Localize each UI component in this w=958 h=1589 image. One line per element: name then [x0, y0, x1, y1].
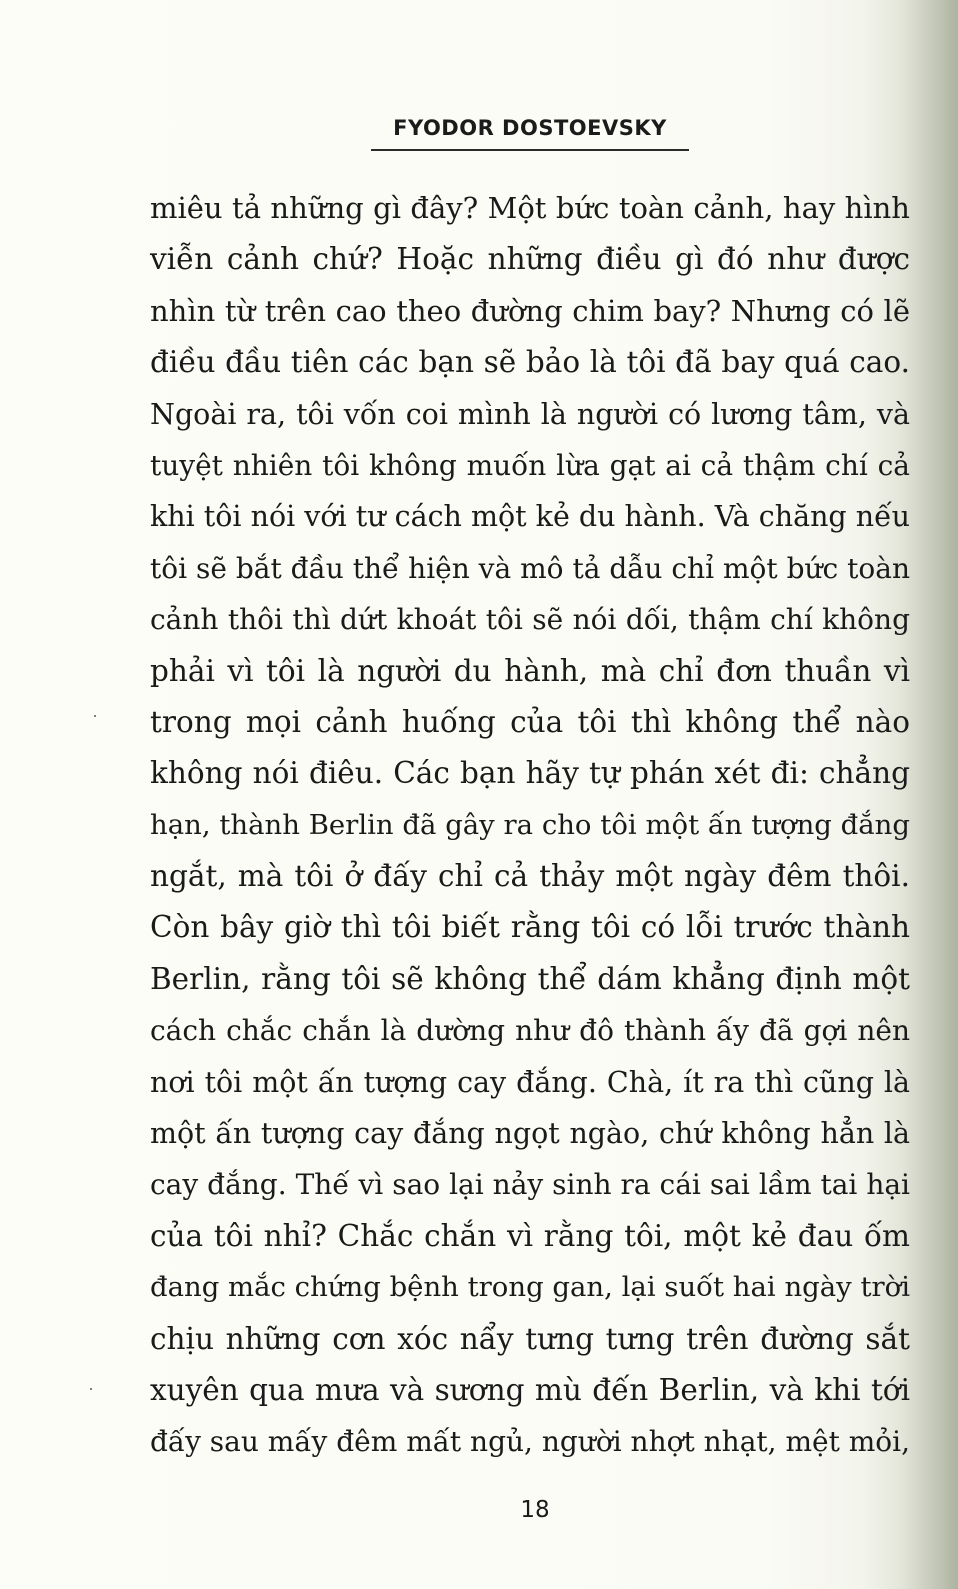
text-line: cảnh thôi thì dứt khoát tôi sẽ nói dối, thậm chí không	[150, 603, 910, 637]
text-line: Ngoài ra, tôi vốn coi mình là người có lương tâm, và	[150, 397, 910, 431]
text-line: tôi sẽ bắt đầu thể hiện và mô tả dẫu chỉ một bức toàn	[150, 551, 910, 585]
text-line: khi tôi nói với tư cách một kẻ du hành. Và chăng nếu	[150, 500, 910, 534]
text-line: không nói điêu. Các bạn hãy tự phán xét đi: chẳng	[150, 756, 910, 791]
text-line: Còn bây giờ thì tôi biết rằng tôi có lỗi trước thành	[150, 910, 910, 945]
text-line: điều đầu tiên các bạn sẽ bảo là tôi đã bay quá cao.	[150, 345, 910, 380]
paper-speck	[94, 715, 96, 717]
text-line: tuyệt nhiên tôi không muốn lừa gạt ai cả thậm chí cả	[150, 448, 910, 482]
text-line: viễn cảnh chứ? Hoặc những điều gì đó như được	[150, 242, 910, 277]
text-line: nơi tôi một ấn tượng cay đắng. Chà, ít ra thì cũng là	[150, 1065, 910, 1099]
text-line: cay đắng. Thế vì sao lại nảy sinh ra cái sai lầm tai hại	[150, 1168, 910, 1202]
text-line: của tôi nhỉ? Chắc chắn vì rằng tôi, một kẻ đau ốm	[150, 1218, 910, 1253]
body-text	[150, 183, 910, 1468]
text-line: ngắt, mà tôi ở đấy chỉ cả thảy một ngày đêm thôi.	[150, 859, 910, 894]
page-number: 18	[520, 1497, 550, 1523]
text-line: đang mắc chứng bệnh trong gan, lại suốt hai ngày trời	[150, 1271, 910, 1304]
text-line: hạn, thành Berlin đã gây ra cho tôi một ấn tượng đắng	[150, 808, 910, 841]
text-line: đấy sau mấy đêm mất ngủ, người nhợt nhạt, mệt mỏi,	[150, 1425, 910, 1459]
text-line: cách chắc chắn là dường như đô thành ấy đã gợi nên	[150, 1014, 910, 1048]
text-line: nhìn từ trên cao theo đường chim bay? Nhưng có lẽ	[150, 293, 910, 328]
text-line: miêu tả những gì đây? Một bức toàn cảnh, hay hình	[150, 191, 910, 225]
header-underline	[371, 149, 689, 151]
text-line: một ấn tượng cay đắng ngọt ngào, chứ không hẳn là	[150, 1117, 910, 1151]
text-line: trong mọi cảnh huống của tôi thì không thể nào	[150, 704, 910, 739]
text-line: phải vì tôi là người du hành, mà chỉ đơn thuần vì	[150, 653, 910, 688]
text-line: chịu những cơn xóc nẩy tưng tưng trên đường sắt	[150, 1321, 910, 1356]
paper-speck	[90, 1388, 92, 1390]
running-header: FYODOR DOSTOEVSKY	[393, 116, 667, 140]
text-line: xuyên qua mưa và sương mù đến Berlin, và khi tới	[150, 1372, 910, 1407]
text-line: Berlin, rằng tôi sẽ không thể dám khẳng định một	[150, 961, 910, 996]
